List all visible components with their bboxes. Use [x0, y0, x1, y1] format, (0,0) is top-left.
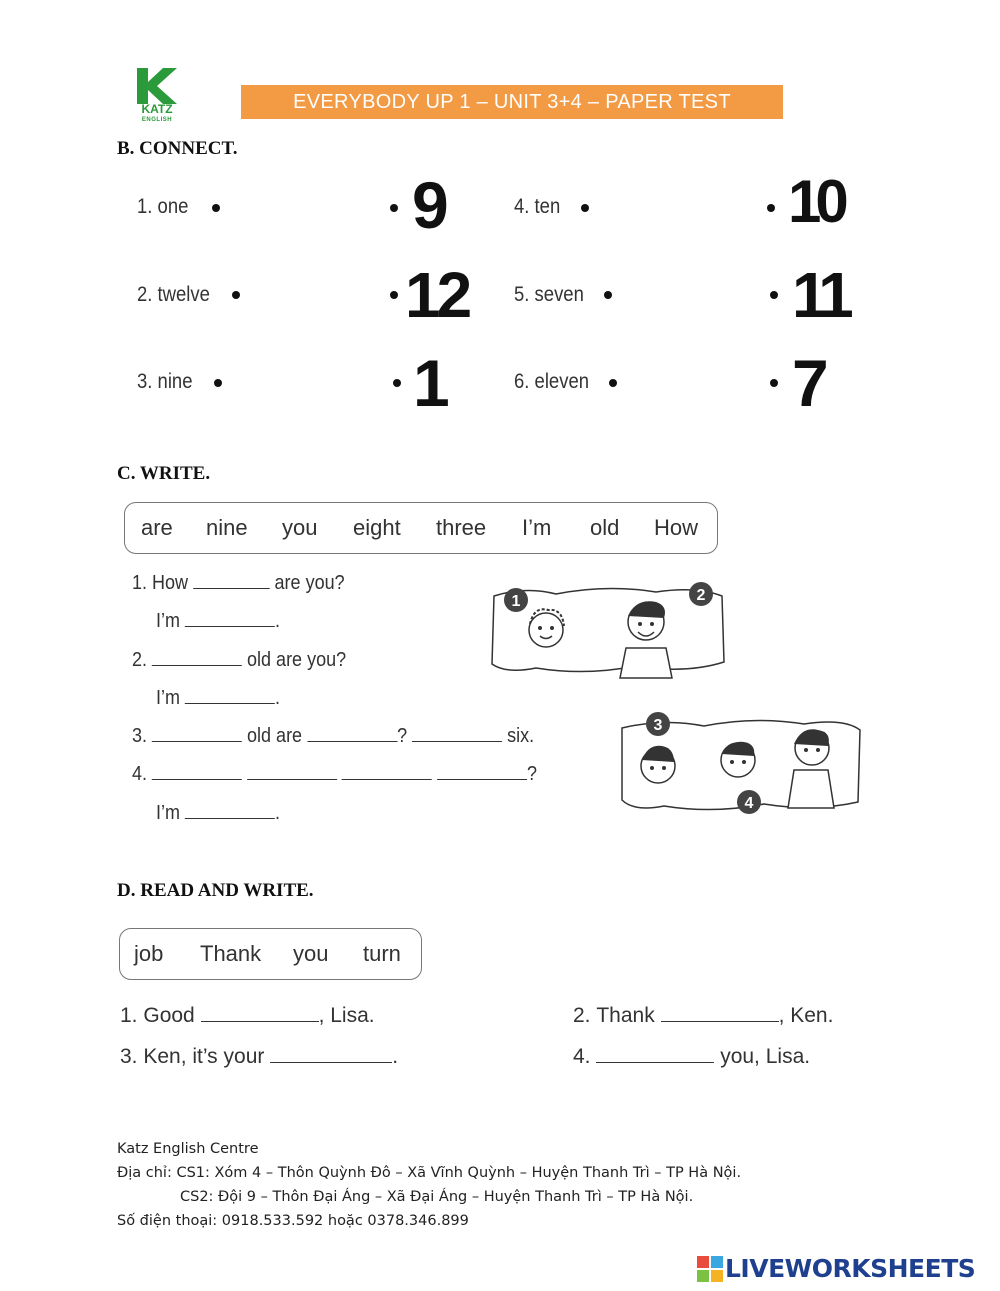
answer-blank[interactable]	[661, 1020, 779, 1022]
word-bank-item: eight	[353, 515, 401, 540]
connect-word-2: 2. twelve	[137, 283, 210, 306]
word-bank-item: job	[134, 941, 164, 966]
word-bank-item: are	[141, 515, 173, 540]
read-write-question-4: 4. you, Lisa.	[573, 1045, 811, 1068]
liveworksheets-logo-icon	[697, 1256, 723, 1282]
footer-address	[117, 1137, 741, 1233]
word-bank-c	[124, 502, 718, 554]
connect-dot[interactable]	[232, 291, 240, 299]
kids-illustration-2	[614, 708, 866, 818]
write-answer-1: I’m .	[156, 610, 281, 632]
word-bank-item: Thank	[200, 941, 262, 966]
connect-word-4: 4. ten	[514, 195, 561, 218]
answer-blank[interactable]	[201, 1020, 319, 1022]
connect-dot[interactable]	[390, 204, 398, 212]
section-c-heading: C. WRITE.	[117, 463, 211, 484]
word-bank-d	[119, 928, 422, 980]
word-bank-item: turn	[363, 941, 401, 966]
word-bank-item: nine	[206, 515, 248, 540]
write-question-3: 3. old are ? six.	[132, 725, 535, 747]
section-b-heading: B. CONNECT.	[117, 138, 238, 159]
word-bank-item: How	[654, 515, 699, 540]
connect-word-5: 5. seven	[514, 283, 584, 306]
write-question-1: 1. How are you?	[132, 572, 345, 594]
answer-blank[interactable]	[185, 625, 275, 627]
logo-subtext: ENGLISH	[141, 117, 173, 123]
write-question-2: 2. old are you?	[132, 649, 347, 671]
connect-dot[interactable]	[767, 204, 775, 212]
answer-blank[interactable]	[152, 664, 242, 666]
title-banner: EVERYBODY UP 1 – UNIT 3+4 – PAPER TEST	[241, 85, 783, 119]
read-write-question-1: 1. Good , Lisa.	[120, 1004, 375, 1027]
connect-number-12: 12	[405, 259, 469, 331]
answer-blank[interactable]	[185, 817, 275, 819]
connect-word-3: 3. nine	[137, 370, 193, 393]
footer-address-cs1: Địa chỉ: CS1: Xóm 4 – Thôn Quỳnh Đô – Xã Vĩnh Quỳnh – Huyện Thanh Trì – TP Hà Nội.	[117, 1165, 742, 1181]
read-write-question-2: 2. Thank , Ken.	[573, 1004, 834, 1027]
answer-blank[interactable]	[596, 1061, 714, 1063]
connect-word-1: 1. one	[137, 195, 189, 218]
read-write-question-3: 3. Ken, it’s your .	[120, 1045, 399, 1068]
pic-label-2: 2	[696, 587, 706, 604]
pic-label-4: 4	[744, 795, 754, 812]
connect-word-6: 6. eleven	[514, 370, 590, 393]
answer-blank[interactable]	[437, 778, 527, 780]
answer-blank[interactable]	[193, 587, 269, 589]
write-question-4: 4. ?	[132, 763, 538, 785]
logo-k-icon	[133, 66, 181, 106]
connect-number-11: 11	[792, 259, 848, 331]
footer-centre-name: Katz English Centre	[117, 1141, 259, 1157]
answer-blank[interactable]	[185, 702, 275, 704]
connect-number-1: 1	[413, 346, 450, 420]
answer-blank[interactable]	[270, 1061, 392, 1063]
liveworksheets-watermark	[697, 1254, 975, 1283]
answer-blank[interactable]	[342, 778, 432, 780]
answer-blank[interactable]	[412, 740, 502, 742]
connect-dot[interactable]	[609, 379, 617, 387]
connect-dot[interactable]	[770, 379, 778, 387]
connect-dot[interactable]	[604, 291, 612, 299]
answer-blank[interactable]	[307, 740, 397, 742]
answer-blank[interactable]	[247, 778, 337, 780]
kids-illustration-1	[486, 578, 730, 682]
watermark-text: LIVEWORKSHEETS	[725, 1254, 976, 1283]
word-bank-item: old	[590, 515, 620, 540]
pic-label-3: 3	[653, 717, 663, 734]
connect-dot[interactable]	[581, 204, 589, 212]
logo-text: KATZ	[141, 102, 173, 116]
write-answer-2: I’m .	[156, 687, 281, 709]
connect-number-10: 10	[788, 168, 843, 235]
connect-dot[interactable]	[390, 291, 398, 299]
word-bank-item: you	[293, 941, 329, 966]
footer-phone: Số điện thoại: 0918.533.592 hoặc 0378.346.899	[117, 1213, 469, 1229]
word-bank-item: you	[282, 515, 318, 540]
connect-dot[interactable]	[214, 379, 222, 387]
connect-number-7: 7	[792, 346, 829, 420]
answer-blank[interactable]	[152, 740, 242, 742]
connect-dot[interactable]	[212, 204, 220, 212]
footer-address-cs2: CS2: Đội 9 – Thôn Đại Áng – Xã Đại Áng – Huyện Thanh Trì – TP Hà Nội.	[180, 1189, 694, 1205]
connect-dot[interactable]	[393, 379, 401, 387]
section-d-heading: D. READ AND WRITE.	[117, 880, 314, 901]
word-bank-item: three	[436, 515, 487, 540]
katz-logo	[133, 66, 181, 126]
word-bank-item: I’m	[522, 515, 552, 540]
write-answer-4: I’m .	[156, 802, 281, 824]
connect-number-9: 9	[412, 168, 449, 242]
answer-blank[interactable]	[152, 778, 242, 780]
connect-dot[interactable]	[770, 291, 778, 299]
pic-label-1: 1	[511, 593, 521, 610]
